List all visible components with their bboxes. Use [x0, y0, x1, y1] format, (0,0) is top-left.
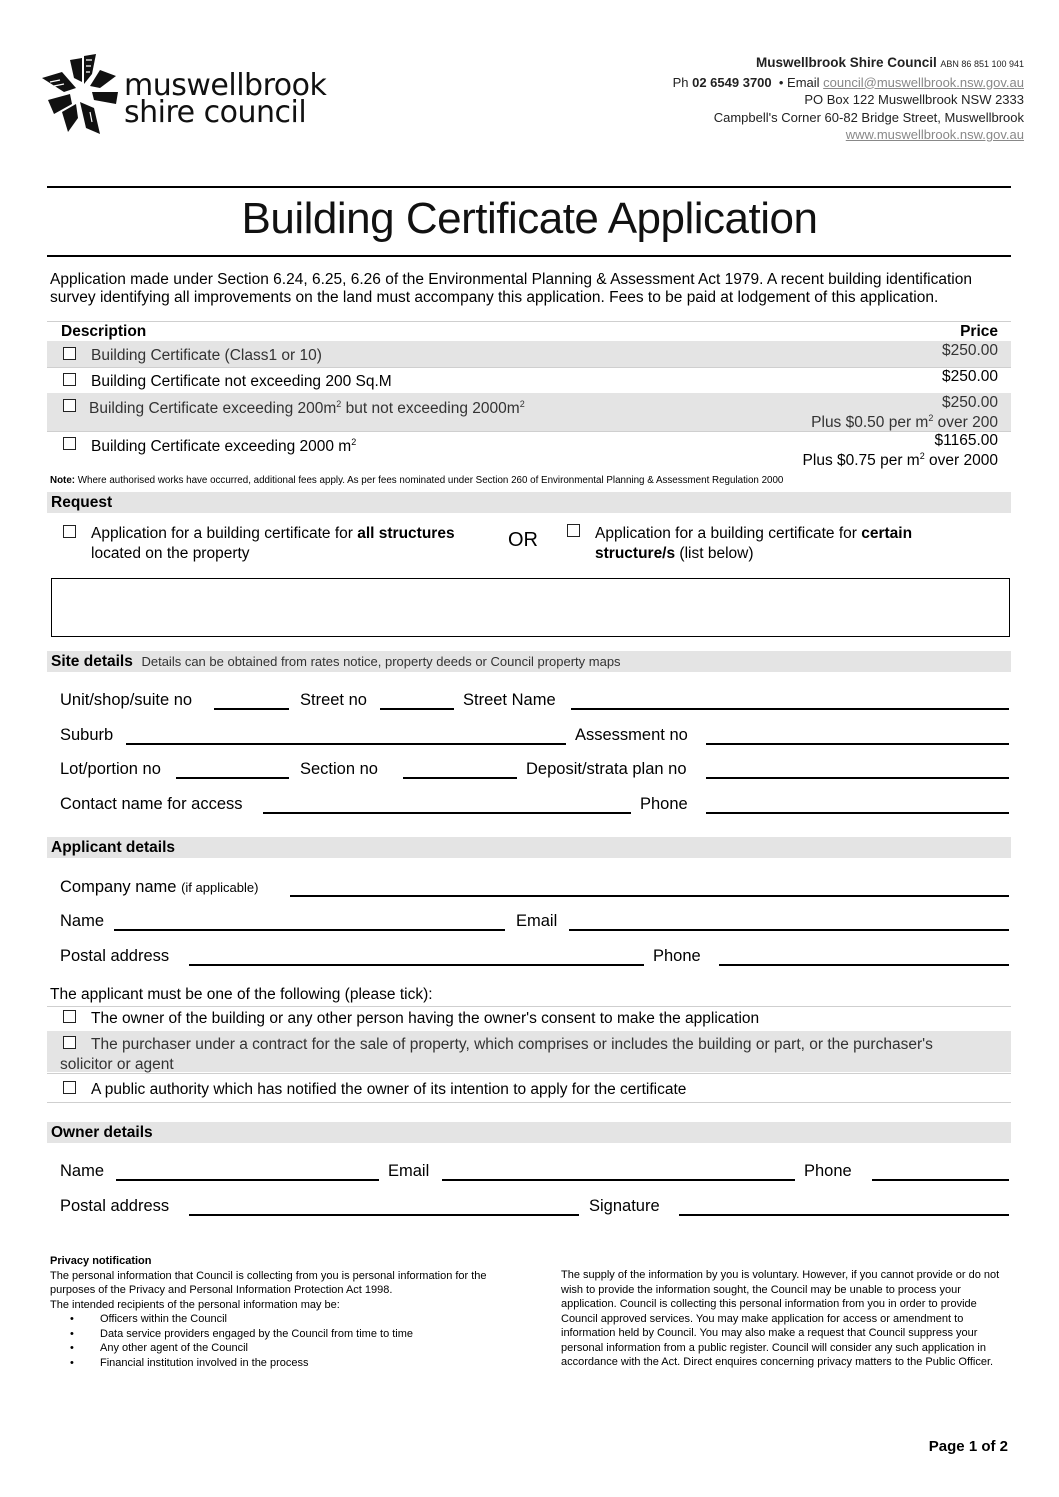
street-address: Campbell's Corner 60-82 Bridge Street, Muswellbrook [713, 109, 1024, 125]
suburb-label: Suburb [60, 726, 114, 744]
lot-field[interactable] [176, 777, 289, 779]
owner-heading: Owner details [47, 1122, 1011, 1143]
unit-label: Unit/shop/suite no [60, 691, 193, 709]
list-item: • Financial institution involved in the process [100, 1356, 495, 1371]
fee-desc-3 [89, 399, 525, 418]
applicant-must-be: The applicant must be one of the following (please tick): [50, 986, 433, 1003]
org-name: Muswellbrook Shire Council [756, 55, 937, 70]
site-hint: Details can be obtained from rates notice, property deeds or Council property maps [141, 654, 621, 669]
fee-price-4: $1165.00 [934, 432, 998, 449]
req2b: (list below) [675, 545, 754, 562]
req2a: Application for a building certificate for [595, 525, 862, 542]
owner-phone-label: Phone [804, 1162, 852, 1180]
owner-postal-field[interactable] [189, 1214, 579, 1216]
row-rule [47, 1073, 1011, 1074]
row-rule [47, 1102, 1011, 1103]
contact-field[interactable] [263, 812, 631, 814]
signature-label: Signature [589, 1197, 660, 1215]
logo-line-2: shire council [124, 95, 307, 130]
fee-desc-2: Building Certificate not exceeding 200 Sq.M [91, 373, 392, 390]
site-details-heading [47, 651, 1011, 672]
table-top-rule [47, 321, 1011, 322]
authority-type-checkbox[interactable] [63, 1081, 76, 1094]
website-link[interactable]: www.muswellbrook.nsw.gov.au [845, 127, 1024, 142]
fee-extra-4b: over 2000 [924, 452, 998, 470]
company-field[interactable] [290, 895, 1009, 897]
applicant-heading: Applicant details [47, 837, 1011, 858]
fee-extra-4a: Plus $0.75 per m [802, 452, 920, 470]
street-name-field[interactable] [571, 708, 1009, 710]
street-name-label: Street Name [463, 691, 556, 709]
authority-type-label: A public authority which has notified the owner of its intention to apply for the certificate [91, 1081, 687, 1098]
col-description: Description [61, 323, 147, 340]
owner-name-label: Name [60, 1162, 105, 1180]
applicant-phone-field[interactable] [719, 964, 1009, 966]
street-no-field[interactable] [380, 708, 454, 710]
deposit-field[interactable] [706, 777, 1009, 779]
company-hint: (if applicable) [181, 880, 259, 895]
page-number: Page 1 of 2 [928, 1438, 1008, 1455]
logo-line-1: muswellbrook [124, 68, 327, 103]
row-rule [47, 1006, 1011, 1007]
privacy-left-text: The personal information that Council is collecting from you is personal information for the purposes of the Privacy and Personal Information Protection Act 1998. [50, 1269, 487, 1296]
applicant-email-field[interactable] [569, 929, 1009, 931]
structures-list-box[interactable] [51, 578, 1010, 637]
fee-desc-4a: Building Certificate exceeding 2000 m [91, 438, 352, 456]
company-text: Company name [60, 878, 177, 896]
owner-email-label: Email [388, 1162, 430, 1180]
owner-type-checkbox[interactable] [63, 1010, 76, 1023]
fee-checkbox-1[interactable] [63, 347, 76, 360]
deposit-label: Deposit/strata plan no [526, 760, 687, 778]
fee-checkbox-4[interactable] [63, 437, 76, 450]
req2-bold: certain [861, 525, 913, 542]
request-all-label [91, 524, 455, 564]
email-prefix: • Email [778, 74, 820, 90]
assessment-label: Assessment no [575, 726, 688, 744]
applicant-phone-label: Phone [653, 947, 701, 965]
fee-checkbox-2[interactable] [63, 373, 76, 386]
section-label: Section no [300, 760, 378, 778]
applicant-postal-field[interactable] [189, 964, 644, 966]
sup: 2 [351, 437, 357, 447]
fee-price-1: $250.00 [941, 342, 998, 359]
signature-field[interactable] [679, 1214, 1009, 1216]
list-item: • Data service providers engaged by the Council from time to time [100, 1327, 495, 1342]
council-logo [40, 52, 330, 142]
col-price: Price [960, 323, 998, 340]
req1a: Application for a building certificate for [91, 525, 358, 542]
intro-text: Application made under Section 6.24, 6.25, 6.26 of the Environmental Planning & Assessment Act 1979. A recent building identification survey identifying all improvements on the land must accompany this application. Fees to be paid at lodgement of this application. [50, 271, 972, 306]
list-item: • Officers within the Council [100, 1312, 495, 1327]
row-rule [47, 431, 1011, 432]
fee-extra-3b: over 200 [933, 414, 998, 432]
assessment-field[interactable] [706, 743, 1009, 745]
fee-checkbox-3[interactable] [63, 399, 76, 412]
street-no-label: Street no [300, 691, 367, 709]
sup: 2 [928, 413, 934, 423]
purchaser-type-label: The purchaser under a contract for the sale of property, which comprises or includes the building or part, or the purchaser's [91, 1036, 933, 1053]
council-phone: 02 6549 3700 [692, 74, 772, 90]
request-all-checkbox[interactable] [63, 525, 76, 538]
fee-price-2: $250.00 [941, 368, 998, 385]
applicant-postal-label: Postal address [60, 947, 170, 965]
sup: 2 [519, 399, 525, 409]
privacy-left [50, 1254, 495, 1370]
request-certain-label [595, 524, 912, 564]
note-label: Note: [50, 475, 76, 486]
fee-desc-4 [91, 437, 356, 456]
request-heading: Request [47, 492, 1011, 513]
contact-block [673, 54, 1024, 144]
fee-desc-3a: Building Certificate exceeding 200m [89, 400, 337, 418]
owner-type-label: The owner of the building or any other person having the owner's consent to make the application [91, 1010, 760, 1027]
purchaser-type-checkbox[interactable] [63, 1036, 76, 1049]
fee-extra-4 [803, 451, 998, 470]
phone-prefix: Ph [672, 74, 689, 90]
owner-phone-field[interactable] [872, 1179, 1009, 1181]
suburb-field[interactable] [126, 743, 566, 745]
po-box: PO Box 122 Muswellbrook NSW 2333 [804, 92, 1024, 107]
req1-bold: all structures [357, 525, 455, 542]
unit-field[interactable] [214, 708, 289, 710]
privacy-left-text2: The intended recipients of the personal information may be: [50, 1298, 340, 1311]
site-phone-field[interactable] [706, 812, 1009, 814]
req2-bold2: structure/s [595, 545, 676, 562]
request-certain-checkbox[interactable] [567, 524, 580, 537]
owner-email-field[interactable] [442, 1179, 795, 1181]
abn: ABN 86 851 100 941 [940, 59, 1024, 69]
or-label: OR [508, 529, 538, 551]
fee-price-3: $250.00 [941, 394, 998, 411]
note-text: Where authorised works have occurred, additional fees apply. As per fees nominated under Section 260 of Environmental Planning & Assessment Regulation 2000 [75, 475, 784, 486]
site-heading-text: Site details [51, 653, 133, 670]
privacy-heading: Privacy notification [50, 1255, 152, 1267]
top-rule [47, 186, 1011, 188]
sup: 2 [919, 451, 925, 461]
fee-desc-3b: but not exceeding 2000m [341, 400, 520, 418]
fee-extra-3 [811, 413, 998, 432]
req1b: located on the property [91, 545, 250, 562]
owner-postal-label: Postal address [60, 1197, 170, 1215]
fee-note [50, 475, 783, 486]
contact-label: Contact name for access [60, 795, 243, 813]
owner-name-field[interactable] [116, 1179, 379, 1181]
star-logo-icon [40, 52, 122, 138]
sup: 2 [336, 399, 342, 409]
purchaser-type-label-2: solicitor or agent [60, 1056, 174, 1073]
council-email-link[interactable]: council@muswellbrook.nsw.gov.au [823, 74, 1024, 90]
section-field[interactable] [403, 777, 517, 779]
recipients-list [50, 1312, 495, 1370]
list-item: • Any other agent of the Council [100, 1341, 495, 1356]
title-rule [47, 255, 1011, 257]
fee-extra-3a: Plus $0.50 per m [811, 414, 929, 432]
company-label [60, 878, 258, 897]
fee-desc-1: Building Certificate (Class1 or 10) [91, 347, 322, 364]
lot-label: Lot/portion no [60, 760, 161, 778]
page-title: Building Certificate Application [241, 194, 818, 243]
applicant-email-label: Email [516, 912, 558, 930]
applicant-name-label: Name [60, 912, 105, 930]
privacy-right-text: The supply of the information by you is voluntary. However, if you cannot provide or do not wish to provide the information sought, the Council may be unable to process your application. Council is collecting this personal information from you in order to provide Council approved services. You may make application for access or amendment to information held by Council. You may also make a request that Council suppress your personal information from a public register. Council will consider any such application in accordance with the Act. Direct enquires concerning privacy matters to the Public Officer. [561, 1269, 1000, 1368]
row-rule [47, 367, 1011, 368]
applicant-name-field[interactable] [114, 929, 505, 931]
site-phone-label: Phone [640, 795, 688, 813]
